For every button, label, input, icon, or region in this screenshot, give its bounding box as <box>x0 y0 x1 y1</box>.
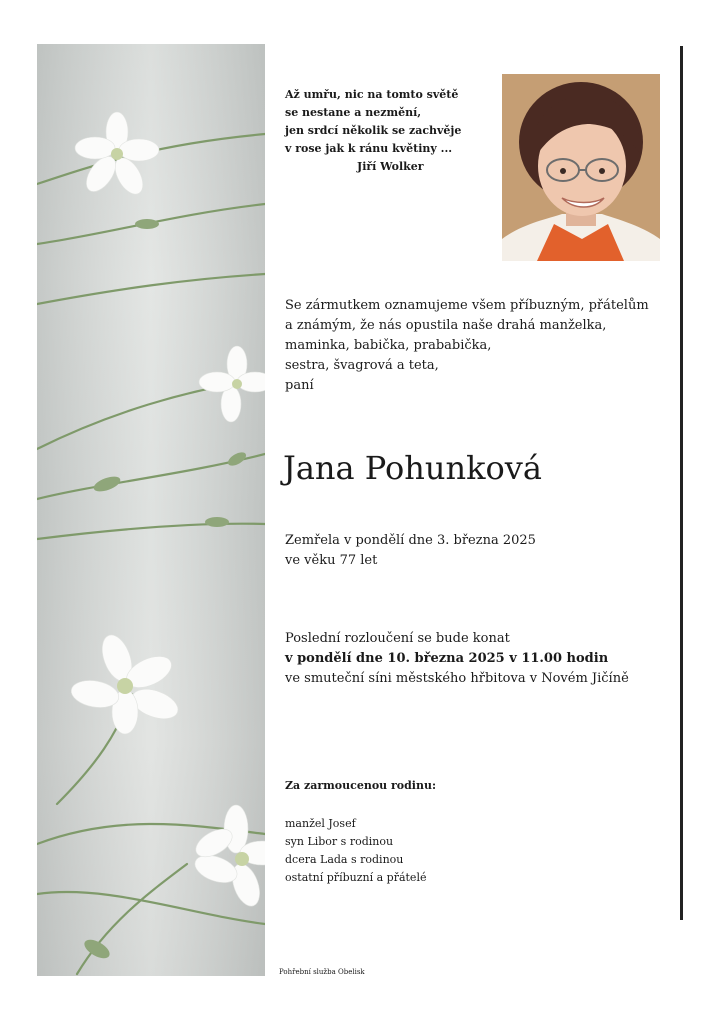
family-member: manžel Josef <box>285 817 356 830</box>
white-flowers-illustration <box>37 44 265 976</box>
announcement-line: a známým, že nás opustila naše drahá manželka, <box>285 318 607 333</box>
funeral-location: ve smuteční síni městského hřbitova v Novém Jičíně <box>285 671 629 686</box>
announcement-line: Se zármutkem oznamujeme všem příbuzným, přátelům <box>285 298 649 313</box>
family-member: syn Libor s rodinou <box>285 835 394 848</box>
family-list <box>285 815 426 887</box>
death-details <box>285 531 665 571</box>
announcement-line: paní <box>285 378 314 393</box>
poem-line: jen srdcí několik se zachvěje <box>285 124 462 137</box>
funeral-service-name: Pohřební služba Obelisk <box>279 968 365 976</box>
portrait-photo <box>502 74 660 261</box>
family-member: ostatní příbuzní a přátelé <box>285 871 427 884</box>
poem-line: se nestane a nezmění, <box>285 106 422 119</box>
family-heading: Za zarmoucenou rodinu: <box>285 779 437 792</box>
death-age: ve věku 77 let <box>285 553 378 568</box>
funeral-intro: Poslední rozloučení se bude konat <box>285 631 510 646</box>
portrait-illustration <box>502 74 660 261</box>
poem-quote <box>285 86 485 176</box>
death-date: Zemřela v pondělí dne 3. března 2025 <box>285 533 536 548</box>
vertical-divider <box>680 46 683 920</box>
announcement-text <box>285 296 665 396</box>
flower-photo <box>37 44 265 976</box>
announcement-line: maminka, babička, prababička, <box>285 338 492 353</box>
poem-author: Jiří Wolker <box>357 160 424 173</box>
funeral-date-time: v pondělí dne 10. března 2025 v 11.00 hodin <box>285 651 609 666</box>
family-member: dcera Lada s rodinou <box>285 853 404 866</box>
poem-line: Až umřu, nic na tomto světě <box>285 88 459 101</box>
poem-line: v rose jak k ránu květiny ... <box>285 142 453 155</box>
funeral-details <box>285 629 675 689</box>
announcement-line: sestra, švagrová a teta, <box>285 358 439 373</box>
deceased-name: Jana Pohunková <box>283 449 542 487</box>
